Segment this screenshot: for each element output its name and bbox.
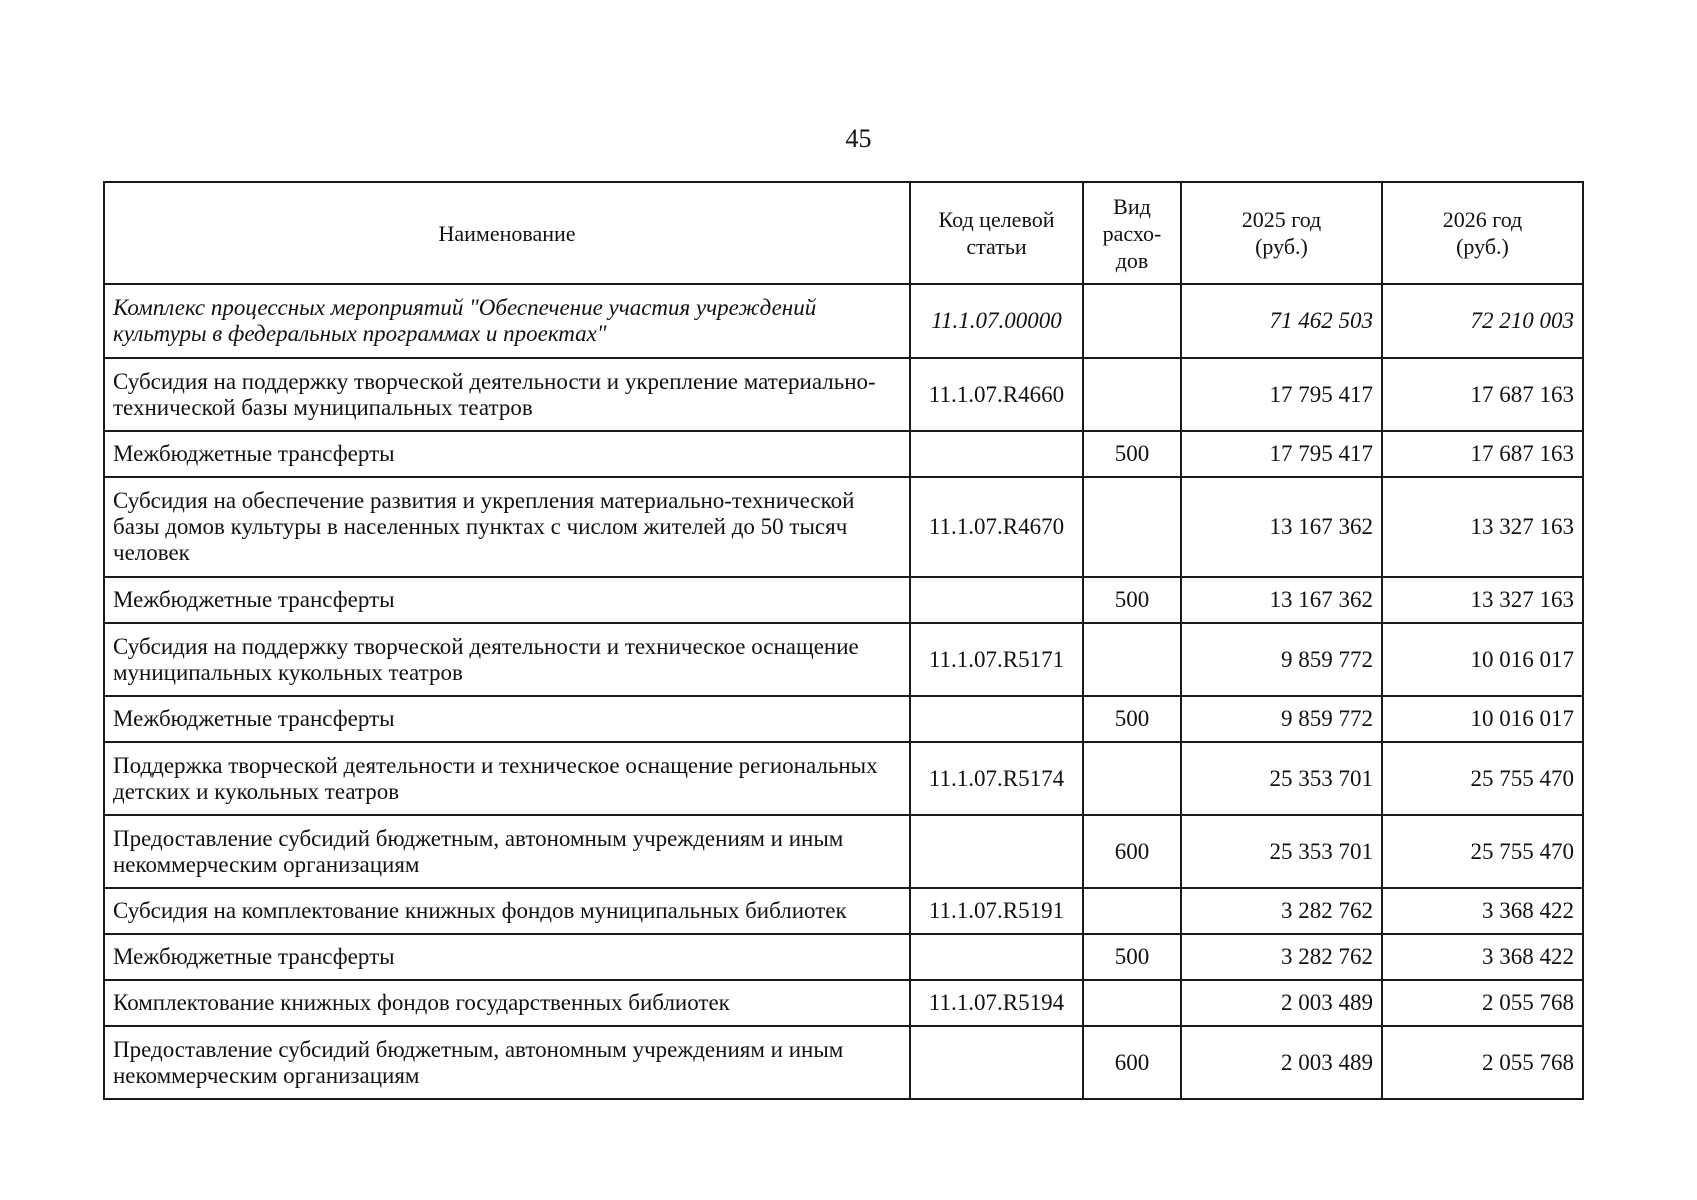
row-amount-2025: 2 003 489 (1181, 1026, 1382, 1099)
row-code (910, 1026, 1083, 1099)
row-name: Межбюджетные трансферты (104, 696, 910, 742)
row-amount-2026: 25 755 470 (1382, 815, 1583, 888)
table-row (104, 358, 1583, 431)
row-amount-2026: 2 055 768 (1382, 1026, 1583, 1099)
header-name: Наименование (104, 182, 910, 284)
row-amount-2025: 9 859 772 (1181, 623, 1382, 696)
row-amount-2025: 2 003 489 (1181, 980, 1382, 1026)
row-amount-2025: 13 167 362 (1181, 477, 1382, 577)
row-name: Межбюджетные трансферты (104, 431, 910, 477)
row-name: Комплекс процессных мероприятий "Обеспечение участия учреждений культуры в федеральных программах и проектах" (104, 284, 910, 358)
table-row (104, 696, 1583, 742)
table-row (104, 815, 1583, 888)
row-code: 11.1.07.R4670 (910, 477, 1083, 577)
row-name: Субсидия на поддержку творческой деятельности и техническое оснащение муниципальных кукольных театров (104, 623, 910, 696)
row-name: Поддержка творческой деятельности и техническое оснащение региональных детских и кукольных театров (104, 742, 910, 815)
header-year-2026: 2026 год (руб.) (1382, 182, 1583, 284)
row-amount-2026: 10 016 017 (1382, 623, 1583, 696)
row-expense-type (1083, 980, 1181, 1026)
row-expense-type: 500 (1083, 696, 1181, 742)
header-expense-type: Вид расхо-дов (1083, 182, 1181, 284)
row-name: Субсидия на комплектование книжных фондов муниципальных библиотек (104, 888, 910, 934)
row-amount-2025: 9 859 772 (1181, 696, 1382, 742)
table-row (104, 742, 1583, 815)
row-amount-2026: 17 687 163 (1382, 358, 1583, 431)
table-row (104, 431, 1583, 477)
row-amount-2025: 3 282 762 (1181, 934, 1382, 980)
row-expense-type (1083, 623, 1181, 696)
table-row (104, 1026, 1583, 1099)
table-row (104, 477, 1583, 577)
row-name: Субсидия на обеспечение развития и укрепления материально-технической базы домов культуры в населенных пунктах с числом жителей до 50 тысяч человек (104, 477, 910, 577)
row-expense-type: 600 (1083, 815, 1181, 888)
row-code (910, 431, 1083, 477)
table-row (104, 934, 1583, 980)
row-amount-2025: 25 353 701 (1181, 815, 1382, 888)
row-name: Межбюджетные трансферты (104, 934, 910, 980)
row-amount-2026: 25 755 470 (1382, 742, 1583, 815)
row-amount-2026: 13 327 163 (1382, 577, 1583, 623)
row-name: Предоставление субсидий бюджетным, автономным учреждениям и иным некоммерческим организациям (104, 815, 910, 888)
row-code: 11.1.07.R5174 (910, 742, 1083, 815)
row-amount-2025: 3 282 762 (1181, 888, 1382, 934)
row-code (910, 815, 1083, 888)
row-expense-type (1083, 284, 1181, 358)
header-code: Код целевой статьи (910, 182, 1083, 284)
row-amount-2025: 17 795 417 (1181, 431, 1382, 477)
row-code: 11.1.07.R4660 (910, 358, 1083, 431)
row-expense-type: 500 (1083, 577, 1181, 623)
row-expense-type: 600 (1083, 1026, 1181, 1099)
row-name: Межбюджетные трансферты (104, 577, 910, 623)
row-amount-2025: 17 795 417 (1181, 358, 1382, 431)
table-header-row (104, 182, 1583, 284)
row-code: 11.1.07.00000 (910, 284, 1083, 358)
row-amount-2026: 2 055 768 (1382, 980, 1583, 1026)
row-code (910, 577, 1083, 623)
row-code: 11.1.07.R5194 (910, 980, 1083, 1026)
row-expense-type (1083, 742, 1181, 815)
row-amount-2026: 17 687 163 (1382, 431, 1583, 477)
row-name: Субсидия на поддержку творческой деятельности и укрепление материально-технической базы муниципальных театров (104, 358, 910, 431)
row-amount-2026: 72 210 003 (1382, 284, 1583, 358)
budget-table (103, 181, 1584, 1100)
table-row (104, 284, 1583, 358)
table-row (104, 980, 1583, 1026)
table-row (104, 623, 1583, 696)
header-year-2025: 2025 год (руб.) (1181, 182, 1382, 284)
row-expense-type (1083, 888, 1181, 934)
row-name: Предоставление субсидий бюджетным, автономным учреждениям и иным некоммерческим организациям (104, 1026, 910, 1099)
row-expense-type (1083, 477, 1181, 577)
row-code (910, 696, 1083, 742)
row-amount-2025: 13 167 362 (1181, 577, 1382, 623)
row-name: Комплектование книжных фондов государственных библиотек (104, 980, 910, 1026)
row-code: 11.1.07.R5191 (910, 888, 1083, 934)
table-row (104, 888, 1583, 934)
row-code (910, 934, 1083, 980)
row-amount-2026: 3 368 422 (1382, 888, 1583, 934)
page-number: 45 (845, 124, 872, 153)
table-row (104, 577, 1583, 623)
row-amount-2026: 10 016 017 (1382, 696, 1583, 742)
row-expense-type: 500 (1083, 431, 1181, 477)
row-code: 11.1.07.R5171 (910, 623, 1083, 696)
row-expense-type: 500 (1083, 934, 1181, 980)
row-expense-type (1083, 358, 1181, 431)
row-amount-2026: 13 327 163 (1382, 477, 1583, 577)
row-amount-2025: 71 462 503 (1181, 284, 1382, 358)
row-amount-2026: 3 368 422 (1382, 934, 1583, 980)
row-amount-2025: 25 353 701 (1181, 742, 1382, 815)
